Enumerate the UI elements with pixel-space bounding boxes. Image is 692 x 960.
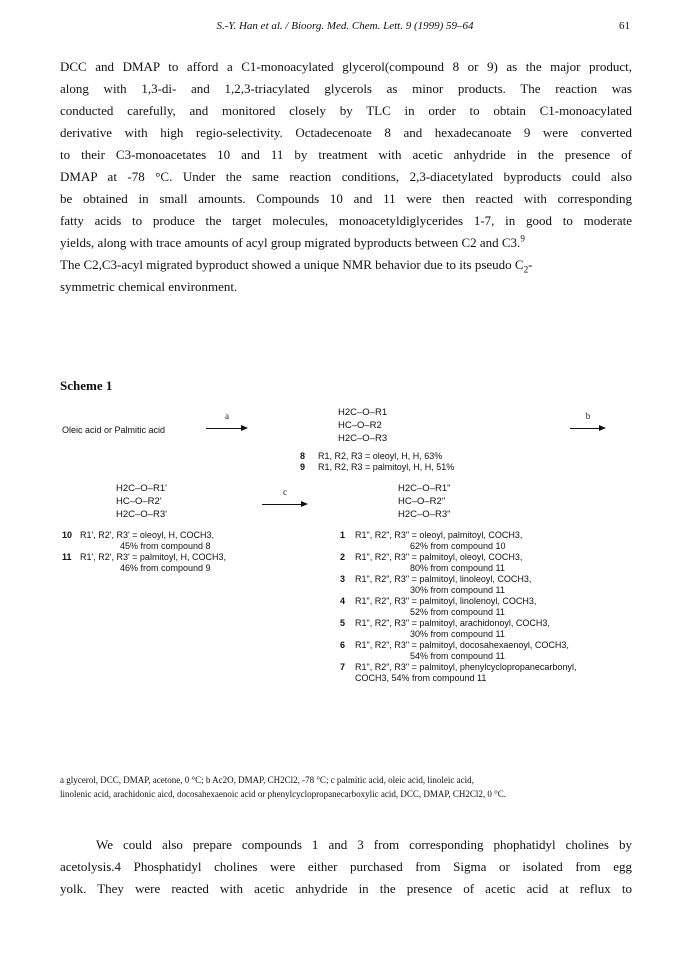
body-paragraph-1: [60, 56, 632, 298]
text-line: symmetric chemical environment.: [60, 279, 238, 294]
reaction-arrow-b: b: [570, 423, 606, 433]
glycerol-structure-1: H2C–O–R1 HC–O–R2 H2C–O–R3: [338, 407, 388, 444]
text-line: fatty acids to produce the target molecules, monoacetyldiglycerides 1-7, in good to moderate: [60, 213, 632, 228]
compound-entry: 3 R1", R2", R3" = palmitoyl, linoleoyl, COCH3,: [340, 574, 532, 584]
text-line: yolk. They were reacted with acetic anhydride in the presence of acetic acid at reflux to: [60, 881, 632, 896]
compound-entry: 7 R1", R2", R3" = palmitoyl, phenylcyclopropanecarbonyl,: [340, 662, 577, 672]
compound-list-10-11: 10 R1', R2', R3' = oleoyl, H, COCH3, 45% from compound 8 11 R1', R2', R3' = palmitoyl, H, COCH3, 46% from compound 9: [62, 530, 226, 573]
text-line: conducted carefully, and monitored closely by TLC in order to obtain C1-monoacylated: [60, 103, 632, 118]
compound-entry: 11 R1', R2', R3' = palmitoyl, H, COCH3,: [62, 552, 226, 562]
compound-entry: 10 R1', R2', R3' = oleoyl, H, COCH3,: [62, 530, 214, 540]
starting-material-label: Oleic acid or Palmitic acid: [62, 425, 166, 435]
reference-marker: 9: [520, 233, 525, 244]
compound-entry: 6 R1", R2", R3" = palmitoyl, docosahexaenoyl, COCH3,: [340, 640, 569, 650]
compound-entry: 2 R1", R2", R3" = palmitoyl, oleoyl, COCH3,: [340, 552, 523, 562]
compound-entry: 8 R1, R2, R3 = oleoyl, H, H, 63%: [300, 451, 443, 461]
compound-list-8-9: [300, 451, 454, 473]
text-line: along with 1,3-di- and 1,2,3-triacylated glycerols as minor products. The reaction was: [60, 81, 632, 96]
compound-entry: 4 R1", R2", R3" = palmitoyl, linolenoyl, COCH3,: [340, 596, 537, 606]
text-line: We could also prepare compounds 1 and 3 from corresponding phophatidyl cholines by: [96, 837, 632, 852]
page-number: 61: [619, 20, 630, 32]
glycerol-structure-2: H2C–O–R1' HC–O–R2' H2C–O–R3': [116, 483, 167, 520]
text-line: DCC and DMAP to afford a C1-monoacylated glycerol(compound 8 or 9) as the major product,: [60, 59, 632, 74]
text-line: yields, along with trace amounts of acyl group migrated byproducts between C2 and C3.$^9$: [60, 233, 525, 250]
compound-entry: 1 R1", R2", R3" = oleoyl, palmitoyl, COCH3,: [340, 530, 523, 540]
text-line: DMAP at -78 °C. Under the same reaction conditions, 2,3-diacetylated byproducts could also: [60, 169, 632, 184]
scheme-footnote: a glycerol, DCC, DMAP, acetone, 0 °C; b Ac2O, DMAP, CH2Cl2, -78 °C; c palmitic acid, oleic acid, linoleic acid, linolenic acid, arachidonic aicd, docosahexaenoic acid or phenylcyclopropanecarboxylic acid, DCC, DMAP, CH2Cl2, 0 °C.: [60, 775, 506, 799]
compound-list-1-7: 1 R1", R2", R3" = oleoyl, palmitoyl, COCH3, 62% from compound 10 2 R1", R2", R3" = palmitoyl, oleoyl, COCH3, 80% from compound 11 3 R1", R2", R3" = palmitoyl, linoleoyl, COCH3, 30% from compound 11 4 R1", R2", R3" = palmitoyl, linolenoyl, COCH3, 52% from compound 11 5 R1", R2", R3" = palmitoyl, arachidonoyl, COCH3, 30% from compound 11 6 R1", R2", R3" = palmitoyl, docosahexaenoyl, COCH3, 54% from compound 11 7 R1", R2", R3" = palmitoyl, phenylcyclopropanecarbonyl, COCH3, 54% from compound 11: [340, 530, 577, 683]
compound-entry: 5 R1", R2", R3" = palmitoyl, arachidonoyl, COCH3,: [340, 618, 550, 628]
glycerol-structure-3: H2C–O–R1" HC–O–R2" H2C–O–R3": [398, 483, 451, 520]
scheme-title: Scheme 1: [60, 378, 113, 393]
text-line: be obtained in small amounts. Compounds 10 and 11 were then reacted with corresponding: [60, 191, 632, 206]
running-head: [60, 20, 630, 38]
reaction-arrow-c: c: [262, 499, 308, 509]
text-line: derivative with high regio-selectivity. Octadecenoate 8 and hexadecanoate 9 were converted: [60, 125, 632, 140]
compound-entry: 9 R1, R2, R3 = palmitoyl, H, H, 51%: [300, 462, 455, 472]
text-line: acetolysis.4 Phosphatidyl cholines were either purchased from Sigma or isolated from egg: [60, 859, 632, 874]
text-line: to their C3-monoacetates 10 and 11 by treatment with acetic anhydride in the presence of: [60, 147, 632, 162]
body-paragraph-2: [60, 834, 632, 900]
journal-citation: S.-Y. Han et al. / Bioorg. Med. Chem. Lett. 9 (1999) 59–64: [216, 20, 474, 32]
text-line: The C2,C3-acyl migrated byproduct showed a unique NMR behavior due to its pseudo $C_2-$: [60, 257, 533, 275]
reaction-arrow-a: a: [206, 423, 248, 433]
